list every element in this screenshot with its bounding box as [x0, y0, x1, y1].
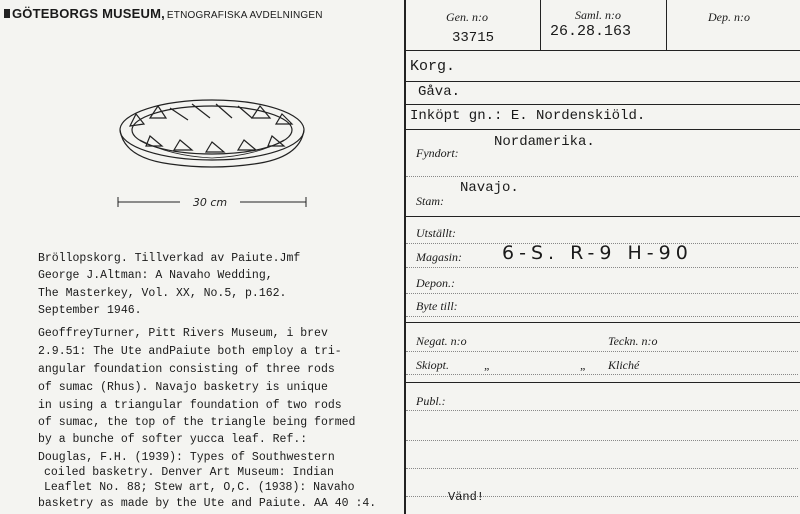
card-rule	[406, 50, 800, 51]
card-rule	[406, 129, 800, 130]
magasin-value: 6-S. R-9 H-90	[502, 242, 693, 264]
card-divider	[540, 0, 541, 50]
card-dotted-rule	[406, 176, 798, 177]
card-rule	[406, 104, 800, 105]
ditto-mark: „	[580, 358, 587, 372]
note-line: angular foundation consisting of three rods	[38, 363, 335, 376]
scale-label: 30 cm	[192, 196, 228, 209]
saml-no-value: 26.28.163	[550, 23, 632, 40]
card-dotted-rule	[406, 468, 798, 469]
depon-label: Depon.:	[416, 276, 455, 290]
object-name: Korg.	[410, 58, 456, 75]
stam-label: Stam:	[416, 194, 444, 208]
acquisition-type: Gåva.	[418, 84, 461, 100]
note-line: George J.Altman: A Navaho Wedding,	[38, 269, 273, 282]
card-rule	[406, 382, 800, 383]
magasin-label: Magasin:	[416, 250, 462, 264]
dep-no-label: Dep. n:o	[708, 10, 750, 24]
stam-value: Navajo.	[460, 180, 519, 196]
note-line: Douglas, F.H. (1939): Types of Southwestern	[38, 451, 335, 464]
fyndort-label: Fyndort:	[416, 146, 459, 160]
teckn-label: Teckn. n:o	[608, 334, 658, 348]
card-dotted-rule	[406, 316, 798, 317]
gen-no-value: 33715	[452, 30, 495, 46]
utstallt-label: Utställt:	[416, 226, 457, 240]
note-line: basketry as made by the Ute and Paiute. AA 40 :4.	[38, 497, 377, 510]
ditto-mark: „	[484, 358, 491, 372]
purchase-value: E. Nordenskiöld.	[510, 108, 646, 124]
note-line: The Masterkey, Vol. XX, No.5, p.162.	[38, 287, 287, 300]
kliche-label: Kliché	[608, 358, 640, 372]
purchase-field	[410, 108, 645, 124]
note-line: coiled basketry. Denver Art Museum: Indian	[44, 466, 334, 479]
note-line: Bröllopskorg. Tillverkad av Paiute.Jmf	[38, 252, 301, 265]
card-rule	[406, 216, 800, 217]
publ-label: Publ.:	[416, 394, 446, 408]
saml-no-label: Saml. n:o	[575, 8, 621, 22]
basket-drawing	[110, 90, 320, 210]
negat-label: Negat. n:o	[416, 334, 467, 348]
department-name: ETNOGRAFISKA AVDELNINGEN	[166, 10, 323, 21]
card-divider	[666, 0, 667, 50]
vand-label: Vänd!	[448, 490, 485, 504]
purchase-label: Inköpt gn.:	[410, 108, 503, 124]
museum-header	[4, 6, 323, 21]
card-dotted-rule	[406, 374, 798, 375]
note-line: GeoffreyTurner, Pitt Rivers Museum, i brev	[38, 327, 328, 340]
card-dotted-rule	[406, 351, 798, 352]
gen-no-label: Gen. n:o	[446, 10, 488, 24]
card-left-border	[404, 0, 406, 514]
note-line: 2.9.51: The Ute andPaiute both employ a tri-	[38, 345, 342, 358]
byte-label: Byte till:	[416, 299, 458, 313]
note-line: of sumac (Rhus). Navajo basketry is unique	[38, 381, 328, 394]
note-line: by a bunche of softer yucca leaf. Ref.:	[38, 433, 308, 446]
header-mark	[4, 9, 10, 18]
note-line: in using a triangular foundation of two rods	[38, 399, 342, 412]
card-dotted-rule	[406, 293, 798, 294]
fyndort-value: Nordamerika.	[494, 134, 595, 150]
card-rule	[406, 322, 800, 323]
note-line: September 1946.	[38, 304, 142, 317]
museum-name: GÖTEBORGS MUSEUM,	[12, 6, 165, 21]
card-dotted-rule	[406, 410, 798, 411]
note-line: Leaflet No. 88; Stew art, O,C. (1938): Navaho	[44, 481, 355, 494]
card-rule	[406, 81, 800, 82]
card-dotted-rule	[406, 267, 798, 268]
skiopt-label: Skiopt.	[416, 358, 449, 372]
note-line: of sumac, the top of the triangle being formed	[38, 416, 356, 429]
card-dotted-rule	[406, 440, 798, 441]
